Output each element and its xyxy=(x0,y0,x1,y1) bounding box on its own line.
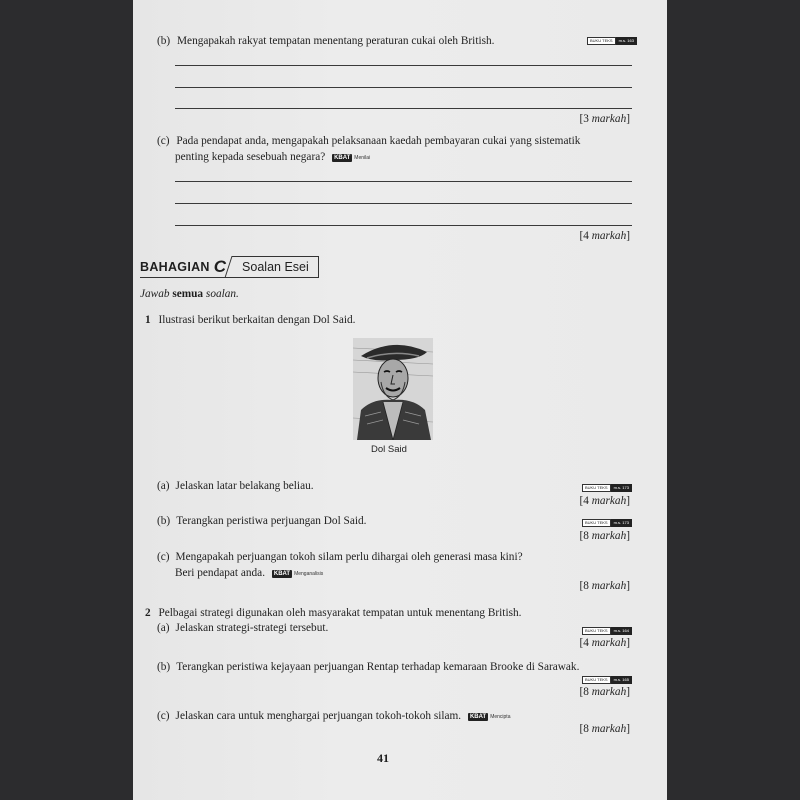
textbook-badge: BUKU TEKS m.s. 165 xyxy=(582,677,632,683)
answer-line xyxy=(175,203,632,204)
kbat-badge: KBAT Mencipta xyxy=(469,714,511,720)
marks-label: [8 markah] xyxy=(579,580,630,592)
question-1: 1 Ilustrasi berikut berkaitan dengan Dol Said. xyxy=(145,314,356,326)
textbook-badge: BUKU TEKS m.s. 173 xyxy=(582,485,632,491)
page-number: 41 xyxy=(377,751,389,765)
marks-label: [8 markah] xyxy=(579,686,630,698)
question-c: (c) Pada pendapat anda, mengapakah pelaksanaan kaedah pembayaran cukai yang sistematik xyxy=(157,135,581,147)
answer-line xyxy=(175,225,632,226)
section-tab: Soalan Esei xyxy=(232,256,319,278)
answer-line xyxy=(175,87,632,88)
instruction: Jawab semua soalan. xyxy=(140,288,239,300)
question-2b: (b) Terangkan peristiwa kejayaan perjuangan Rentap terhadap kemaraan Brooke di Sarawak. xyxy=(157,661,580,673)
question-1c: (c) Mengapakah perjuangan tokoh silam perlu dihargai oleh generasi masa kini? xyxy=(157,551,523,563)
marks-label: [4 markah] xyxy=(579,637,630,649)
question-2a: (a) Jelaskan strategi-strategi tersebut. xyxy=(157,622,329,634)
answer-line xyxy=(175,65,632,66)
answer-line xyxy=(175,108,632,109)
question-c-line2: penting kepada sesebuah negara? KBAT Menilai xyxy=(175,149,370,166)
question-text: Mengapakah rakyat tempatan menentang peraturan cukai oleh British. xyxy=(177,35,495,47)
question-2c: (c) Jelaskan cara untuk menghargai perjuangan tokoh-tokoh silam. KBAT Mencipta xyxy=(157,708,510,725)
portrait-illustration xyxy=(353,338,433,440)
kbat-badge: KBAT Menilai xyxy=(334,155,371,161)
dol-said-portrait xyxy=(353,338,433,440)
question-label: (b) xyxy=(157,35,171,47)
textbook-badge: BUKU TEKS m.s. 173 xyxy=(582,520,632,526)
textbook-badge: BUKU TEKS m.s. 164 xyxy=(582,628,632,634)
question-1b: (b) Terangkan peristiwa perjuangan Dol Said. xyxy=(157,515,367,527)
portrait-caption: Dol Said xyxy=(371,444,407,455)
marks-label: [3 markah] xyxy=(579,113,630,125)
section-rule xyxy=(140,277,300,278)
section-c-header xyxy=(140,256,319,278)
question-1a: (a) Jelaskan latar belakang beliau. xyxy=(157,480,314,492)
section-title: BAHAGIAN xyxy=(140,260,210,274)
textbook-badge: BUKU TEKS m.s. 163 xyxy=(587,38,637,44)
question-b xyxy=(157,34,494,49)
question-1c-line2: Beri pendapat anda. KBAT Menganalisis xyxy=(175,565,323,582)
question-2: 2 Pelbagai strategi digunakan oleh masyarakat tempatan untuk menentang British. xyxy=(145,607,522,619)
section-letter: C xyxy=(213,257,227,276)
answer-line xyxy=(175,181,632,182)
marks-label: [8 markah] xyxy=(579,530,630,542)
kbat-badge: KBAT Menganalisis xyxy=(273,571,324,577)
marks-label: [8 markah] xyxy=(579,723,630,735)
marks-label: [4 markah] xyxy=(579,230,630,242)
marks-label: [4 markah] xyxy=(579,495,630,507)
